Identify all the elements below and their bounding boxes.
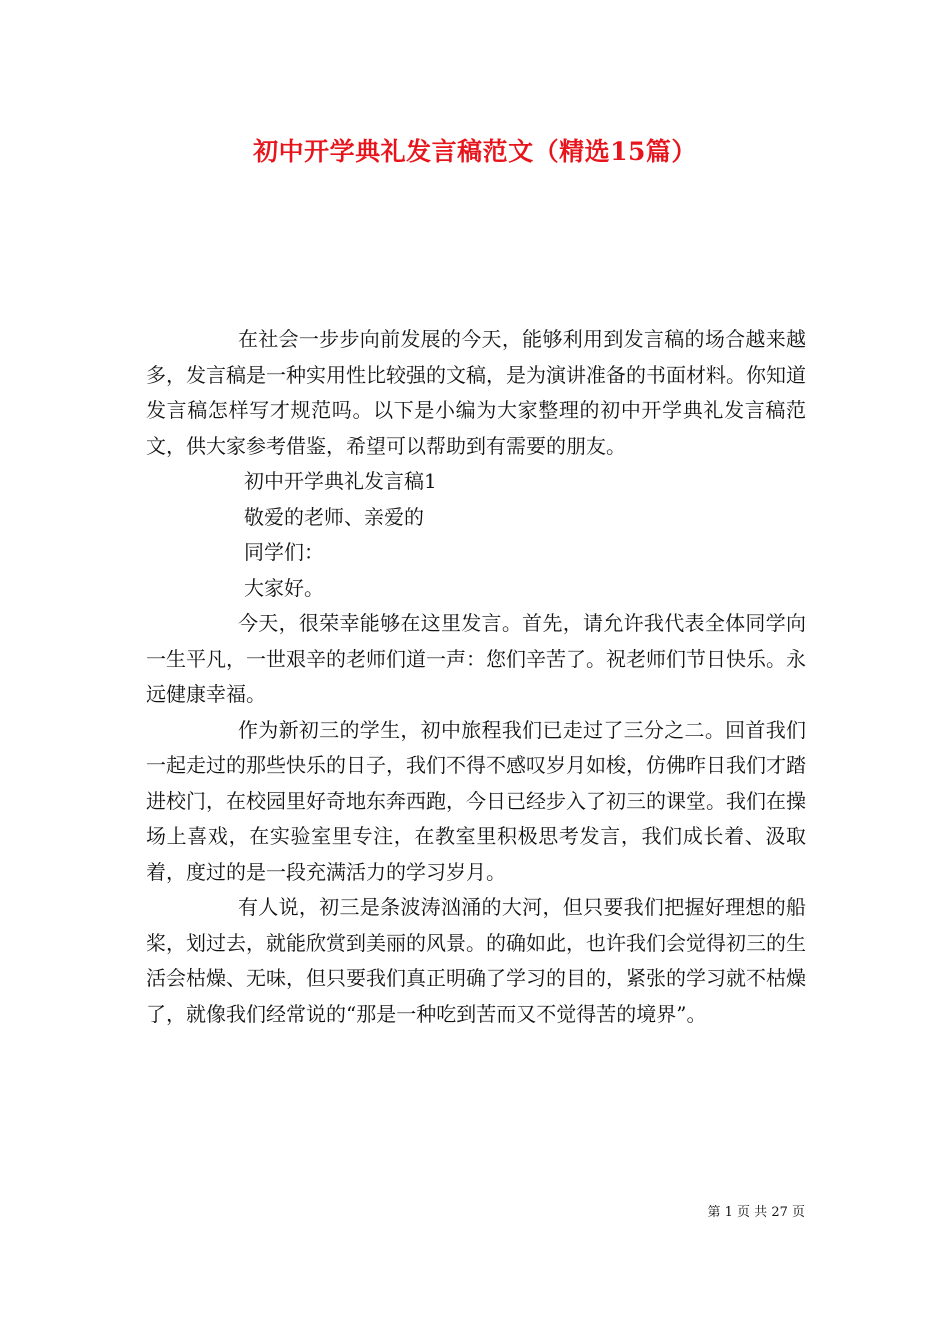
greeting-line: 大家好。 [244,575,324,600]
body-paragraph: 今天，很荣幸能够在这里发言。首先，请允许我代表全体同学向一生平凡，一世艰辛的老师们道一声：您们辛苦了。祝老师们节日快乐。永远健康幸福。 [146,611,806,706]
salutation-line: 同学们： [244,540,324,564]
page-number: 第 1 页 共 27 页 [707,1205,805,1220]
intro-paragraph: 在社会一步步向前发展的今天，能够利用到发言稿的场合越来越多，发言稿是一种实用性比较强的文稿，是为演讲准备的书面材料。你知道发言稿怎样写才规范吗。以下是小编为大家整理的初中开学典礼发言稿范文，供大家参考借鉴，希望可以帮助到有需要的朋友。 [146,327,806,458]
salutation-line: 敬爱的老师、亲爱的 [244,504,424,529]
document-body [146,322,806,1032]
body-paragraph: 有人说，初三是条波涛汹涌的大河，但只要我们把握好理想的船桨，划过去，就能欣赏到美丽的风景。的确如此，也许我们会觉得初三的生活会枯燥、无味，但只要我们真正明确了学习的目的，紧张的学习就不枯燥了，就像我们经常说的“那是一种吃到苦而又不觉得苦的境界”。 [146,895,806,1026]
section-heading: 初中开学典礼发言稿1 [244,469,437,493]
document-title: 初中开学典礼发言稿范文（精选15篇） [253,137,697,166]
body-paragraph: 作为新初三的学生，初中旅程我们已走过了三分之二。回首我们一起走过的那些快乐的日子，我们不得不感叹岁月如梭，仿佛昨日我们才踏进校门，在校园里好奇地东奔西跑，今日已经步入了初三的课堂。我们在操场上喜戏，在实验室里专注，在教室里积极思考发言，我们成长着、汲取着，度过的是一段充满活力的学习岁月。 [146,717,806,884]
